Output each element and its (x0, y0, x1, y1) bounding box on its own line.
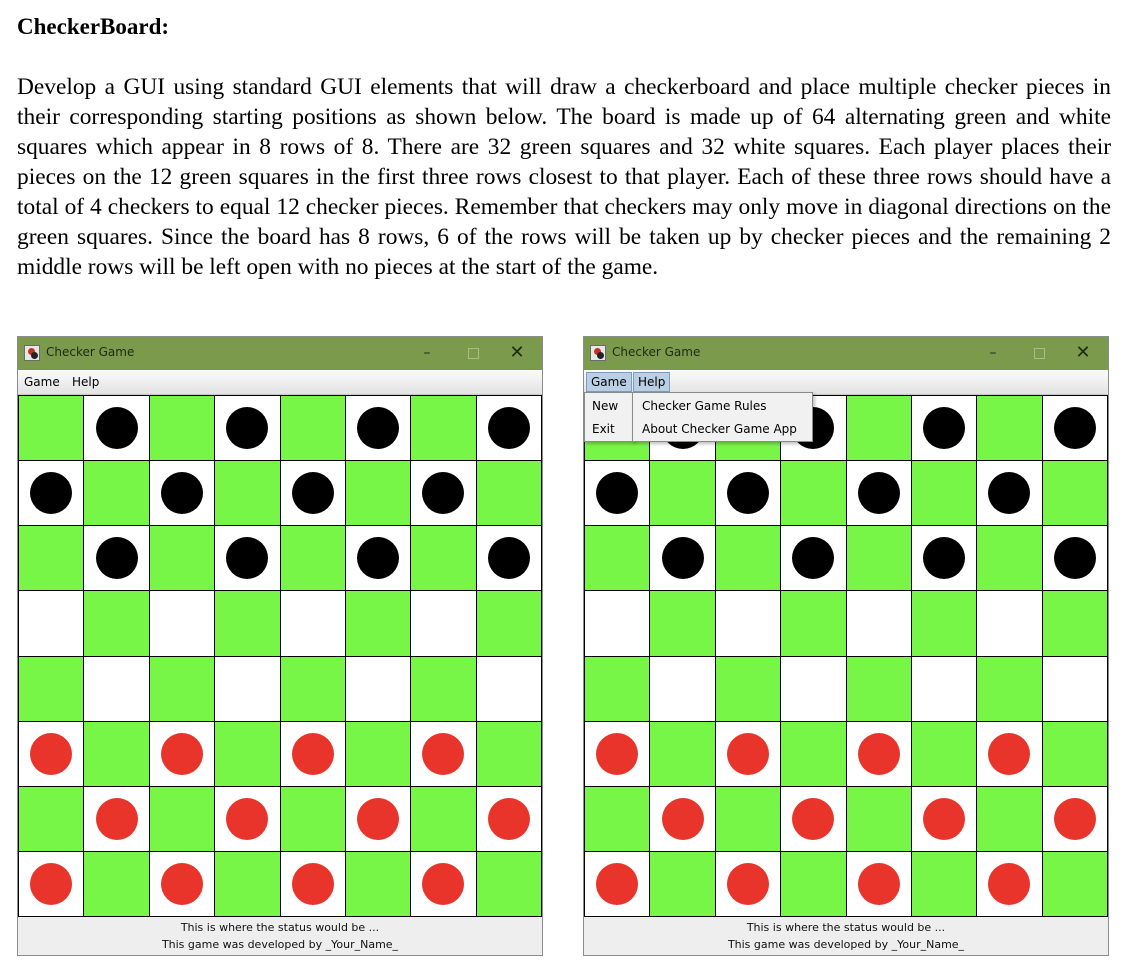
board-square[interactable] (977, 787, 1042, 852)
board-square[interactable] (477, 591, 542, 656)
board-square[interactable] (84, 591, 149, 656)
document-paragraph: Develop a GUI using standard GUI elements that will draw a checkerboard and place multiple checker pieces in their corresponding starting positions as shown below. The board is made up of 64 alternating green and white squares which appear in 8 rows of 8. There are 32 green squares and 32 white squares. Each player places their pieces on the 12 green squares in the first three rows closest to that player. Each of these three rows should have a total of 4 checkers to equal 12 checker pieces. Remember that checkers may only move in diagonal directions on the green squares. Since the board has 8 rows, 6 of the rows will be taken up by checker pieces and the remaining 2 middle rows will be left open with no pieces at the start of the game. (17, 74, 1111, 280)
title-bar[interactable] (584, 337, 1108, 370)
board-square[interactable] (650, 787, 715, 852)
status-text: This is where the status would be ... (746, 921, 946, 934)
board-square[interactable] (912, 657, 977, 722)
black-checker-piece[interactable] (357, 537, 399, 579)
black-checker-piece[interactable] (858, 472, 900, 514)
board-square[interactable] (411, 852, 476, 917)
board-square[interactable] (477, 722, 542, 787)
board-square[interactable] (477, 657, 542, 722)
board-square[interactable] (215, 852, 280, 917)
board-square[interactable] (281, 852, 346, 917)
board-square[interactable] (650, 526, 715, 591)
board-square[interactable] (19, 787, 84, 852)
menu-help[interactable]: Help (633, 372, 670, 392)
board-square[interactable] (215, 787, 280, 852)
checker-app-icon (590, 345, 606, 361)
board-square[interactable] (650, 657, 715, 722)
board-square[interactable] (281, 591, 346, 656)
red-checker-piece[interactable] (30, 863, 72, 905)
board-square[interactable] (84, 461, 149, 526)
black-checker-piece[interactable] (30, 472, 72, 514)
board-square[interactable] (912, 591, 977, 656)
board-square[interactable] (150, 722, 215, 787)
maximize-icon[interactable] (462, 342, 484, 364)
board-square[interactable] (281, 722, 346, 787)
red-checker-piece[interactable] (161, 863, 203, 905)
black-checker-piece[interactable] (96, 407, 138, 449)
board-square[interactable] (346, 787, 411, 852)
board-square[interactable] (1043, 657, 1108, 722)
board-square[interactable] (585, 722, 650, 787)
board-square[interactable] (411, 657, 476, 722)
board-square[interactable] (585, 657, 650, 722)
board-square[interactable] (781, 722, 846, 787)
board-square[interactable] (84, 526, 149, 591)
menu-item-rules[interactable]: Checker Game Rules (642, 399, 767, 413)
black-checker-piece[interactable] (357, 407, 399, 449)
black-checker-piece[interactable] (488, 407, 530, 449)
checker-board (18, 395, 542, 917)
board-square[interactable] (1043, 591, 1108, 656)
red-checker-piece[interactable] (596, 733, 638, 775)
board-square[interactable] (19, 461, 84, 526)
board-square[interactable] (977, 591, 1042, 656)
board-square[interactable] (781, 657, 846, 722)
board-square[interactable] (477, 461, 542, 526)
black-checker-piece[interactable] (923, 537, 965, 579)
black-checker-piece[interactable] (792, 537, 834, 579)
board-square[interactable] (281, 526, 346, 591)
board-square[interactable] (716, 526, 781, 591)
board-square[interactable] (650, 852, 715, 917)
board-square[interactable] (150, 787, 215, 852)
board-square[interactable] (346, 657, 411, 722)
board-square[interactable] (19, 852, 84, 917)
black-checker-piece[interactable] (1054, 537, 1096, 579)
board-square[interactable] (847, 657, 912, 722)
menu-item-exit[interactable]: Exit (592, 422, 615, 436)
board-square[interactable] (847, 591, 912, 656)
board-square[interactable] (912, 852, 977, 917)
board-square[interactable] (847, 396, 912, 461)
red-checker-piece[interactable] (226, 798, 268, 840)
board-square[interactable] (84, 396, 149, 461)
board-square[interactable] (150, 526, 215, 591)
window-title: Checker Game (46, 345, 135, 359)
board-square[interactable] (847, 852, 912, 917)
board-square[interactable] (650, 722, 715, 787)
board-square[interactable] (215, 526, 280, 591)
board-square[interactable] (912, 396, 977, 461)
red-checker-piece[interactable] (858, 733, 900, 775)
status-text: This is where the status would be ... (180, 921, 380, 934)
board-square[interactable] (346, 852, 411, 917)
red-checker-piece[interactable] (662, 798, 704, 840)
red-checker-piece[interactable] (422, 863, 464, 905)
board-square[interactable] (84, 657, 149, 722)
black-checker-piece[interactable] (1054, 407, 1096, 449)
board-square[interactable] (847, 787, 912, 852)
board-square[interactable] (215, 396, 280, 461)
board-square[interactable] (150, 657, 215, 722)
board-square[interactable] (977, 396, 1042, 461)
board-square[interactable] (847, 526, 912, 591)
checker-game-window (17, 336, 543, 956)
black-checker-piece[interactable] (226, 537, 268, 579)
black-checker-piece[interactable] (596, 472, 638, 514)
board-square[interactable] (477, 526, 542, 591)
red-checker-piece[interactable] (30, 733, 72, 775)
board-square[interactable] (650, 461, 715, 526)
board-square[interactable] (1043, 396, 1108, 461)
menu-item-new[interactable]: New (592, 399, 619, 413)
credit-text: This game was developed by _Your_Name_ (727, 938, 965, 951)
board-square[interactable] (847, 461, 912, 526)
board-square[interactable] (1043, 722, 1108, 787)
board-square[interactable] (19, 396, 84, 461)
board-square[interactable] (215, 657, 280, 722)
board-square[interactable] (977, 722, 1042, 787)
red-checker-piece[interactable] (488, 798, 530, 840)
board-square[interactable] (912, 787, 977, 852)
board-square[interactable] (411, 591, 476, 656)
black-checker-piece[interactable] (226, 407, 268, 449)
black-checker-piece[interactable] (923, 407, 965, 449)
board-square[interactable] (716, 852, 781, 917)
board-square[interactable] (781, 787, 846, 852)
board-square[interactable] (281, 461, 346, 526)
black-checker-piece[interactable] (96, 537, 138, 579)
red-checker-piece[interactable] (923, 798, 965, 840)
board-square[interactable] (585, 852, 650, 917)
title-bar[interactable] (18, 337, 542, 370)
red-checker-piece[interactable] (422, 733, 464, 775)
board-square[interactable] (477, 396, 542, 461)
board-square[interactable] (781, 852, 846, 917)
menu-game[interactable]: Game (586, 372, 632, 392)
board-square[interactable] (411, 461, 476, 526)
board-square[interactable] (716, 461, 781, 526)
help-menu-dropdown (632, 392, 813, 442)
checker-app-icon (24, 345, 40, 361)
menu-game[interactable]: Game (24, 375, 60, 389)
black-checker-piece[interactable] (292, 472, 334, 514)
board-square[interactable] (19, 526, 84, 591)
document-title: CheckerBoard: (17, 14, 170, 39)
red-checker-piece[interactable] (858, 863, 900, 905)
board-square[interactable] (477, 852, 542, 917)
black-checker-piece[interactable] (662, 537, 704, 579)
board-square[interactable] (411, 396, 476, 461)
board-square[interactable] (716, 657, 781, 722)
black-checker-piece[interactable] (988, 472, 1030, 514)
board-square[interactable] (150, 461, 215, 526)
board-square[interactable] (19, 591, 84, 656)
board-square[interactable] (585, 526, 650, 591)
minimize-icon[interactable]: – (989, 345, 997, 361)
board-square[interactable] (346, 461, 411, 526)
board-square[interactable] (150, 396, 215, 461)
board-square[interactable] (977, 657, 1042, 722)
window-title: Checker Game (612, 345, 701, 359)
red-checker-piece[interactable] (96, 798, 138, 840)
red-checker-piece[interactable] (161, 733, 203, 775)
board-square[interactable] (215, 461, 280, 526)
board-square[interactable] (977, 461, 1042, 526)
board-square[interactable] (650, 591, 715, 656)
board-square[interactable] (585, 461, 650, 526)
board-square[interactable] (281, 657, 346, 722)
credit-text: This game was developed by _Your_Name_ (161, 938, 399, 951)
red-checker-piece[interactable] (988, 733, 1030, 775)
board-square[interactable] (346, 591, 411, 656)
status-area (584, 919, 1108, 955)
board-square[interactable] (1043, 787, 1108, 852)
board-square[interactable] (912, 722, 977, 787)
board-square[interactable] (716, 591, 781, 656)
board-square[interactable] (346, 396, 411, 461)
menu-help[interactable]: Help (72, 375, 100, 389)
red-checker-piece[interactable] (292, 863, 334, 905)
board-square[interactable] (1043, 526, 1108, 591)
board-square[interactable] (585, 787, 650, 852)
board-square[interactable] (84, 787, 149, 852)
black-checker-piece[interactable] (161, 472, 203, 514)
board-square[interactable] (847, 722, 912, 787)
board-square[interactable] (912, 461, 977, 526)
board-square[interactable] (346, 526, 411, 591)
board-square[interactable] (781, 461, 846, 526)
board-square[interactable] (150, 591, 215, 656)
board-square[interactable] (215, 722, 280, 787)
minimize-icon[interactable]: – (423, 345, 431, 361)
board-square[interactable] (19, 722, 84, 787)
red-checker-piece[interactable] (988, 863, 1030, 905)
close-icon[interactable]: ✕ (509, 342, 525, 363)
black-checker-piece[interactable] (488, 537, 530, 579)
board-square[interactable] (781, 591, 846, 656)
status-area (18, 919, 542, 955)
close-icon[interactable]: ✕ (1075, 342, 1091, 363)
board-square[interactable] (716, 787, 781, 852)
red-checker-piece[interactable] (792, 798, 834, 840)
board-square[interactable] (411, 526, 476, 591)
red-checker-piece[interactable] (596, 863, 638, 905)
board-square[interactable] (150, 852, 215, 917)
red-checker-piece[interactable] (727, 733, 769, 775)
board-square[interactable] (84, 852, 149, 917)
board-square[interactable] (1043, 461, 1108, 526)
game-menu-dropdown (584, 392, 634, 442)
black-checker-piece[interactable] (727, 472, 769, 514)
board-square[interactable] (585, 591, 650, 656)
board-square[interactable] (215, 591, 280, 656)
board-square[interactable] (912, 526, 977, 591)
board-square[interactable] (781, 526, 846, 591)
red-checker-piece[interactable] (357, 798, 399, 840)
maximize-icon[interactable] (1028, 342, 1050, 364)
board-square[interactable] (977, 526, 1042, 591)
menu-item-about[interactable]: About Checker Game App (642, 422, 797, 436)
checker-game-window-menu-open (583, 336, 1109, 956)
board-square[interactable] (84, 722, 149, 787)
board-square[interactable] (977, 852, 1042, 917)
menu-bar (18, 370, 542, 395)
red-checker-piece[interactable] (727, 863, 769, 905)
black-checker-piece[interactable] (422, 472, 464, 514)
board-square[interactable] (1043, 852, 1108, 917)
board-square[interactable] (477, 787, 542, 852)
board-square[interactable] (281, 787, 346, 852)
board-square[interactable] (346, 722, 411, 787)
board-square[interactable] (281, 396, 346, 461)
board-square[interactable] (19, 657, 84, 722)
board-square[interactable] (411, 722, 476, 787)
red-checker-piece[interactable] (292, 733, 334, 775)
red-checker-piece[interactable] (1054, 798, 1096, 840)
board-square[interactable] (716, 722, 781, 787)
checker-board (584, 395, 1108, 917)
board-square[interactable] (411, 787, 476, 852)
